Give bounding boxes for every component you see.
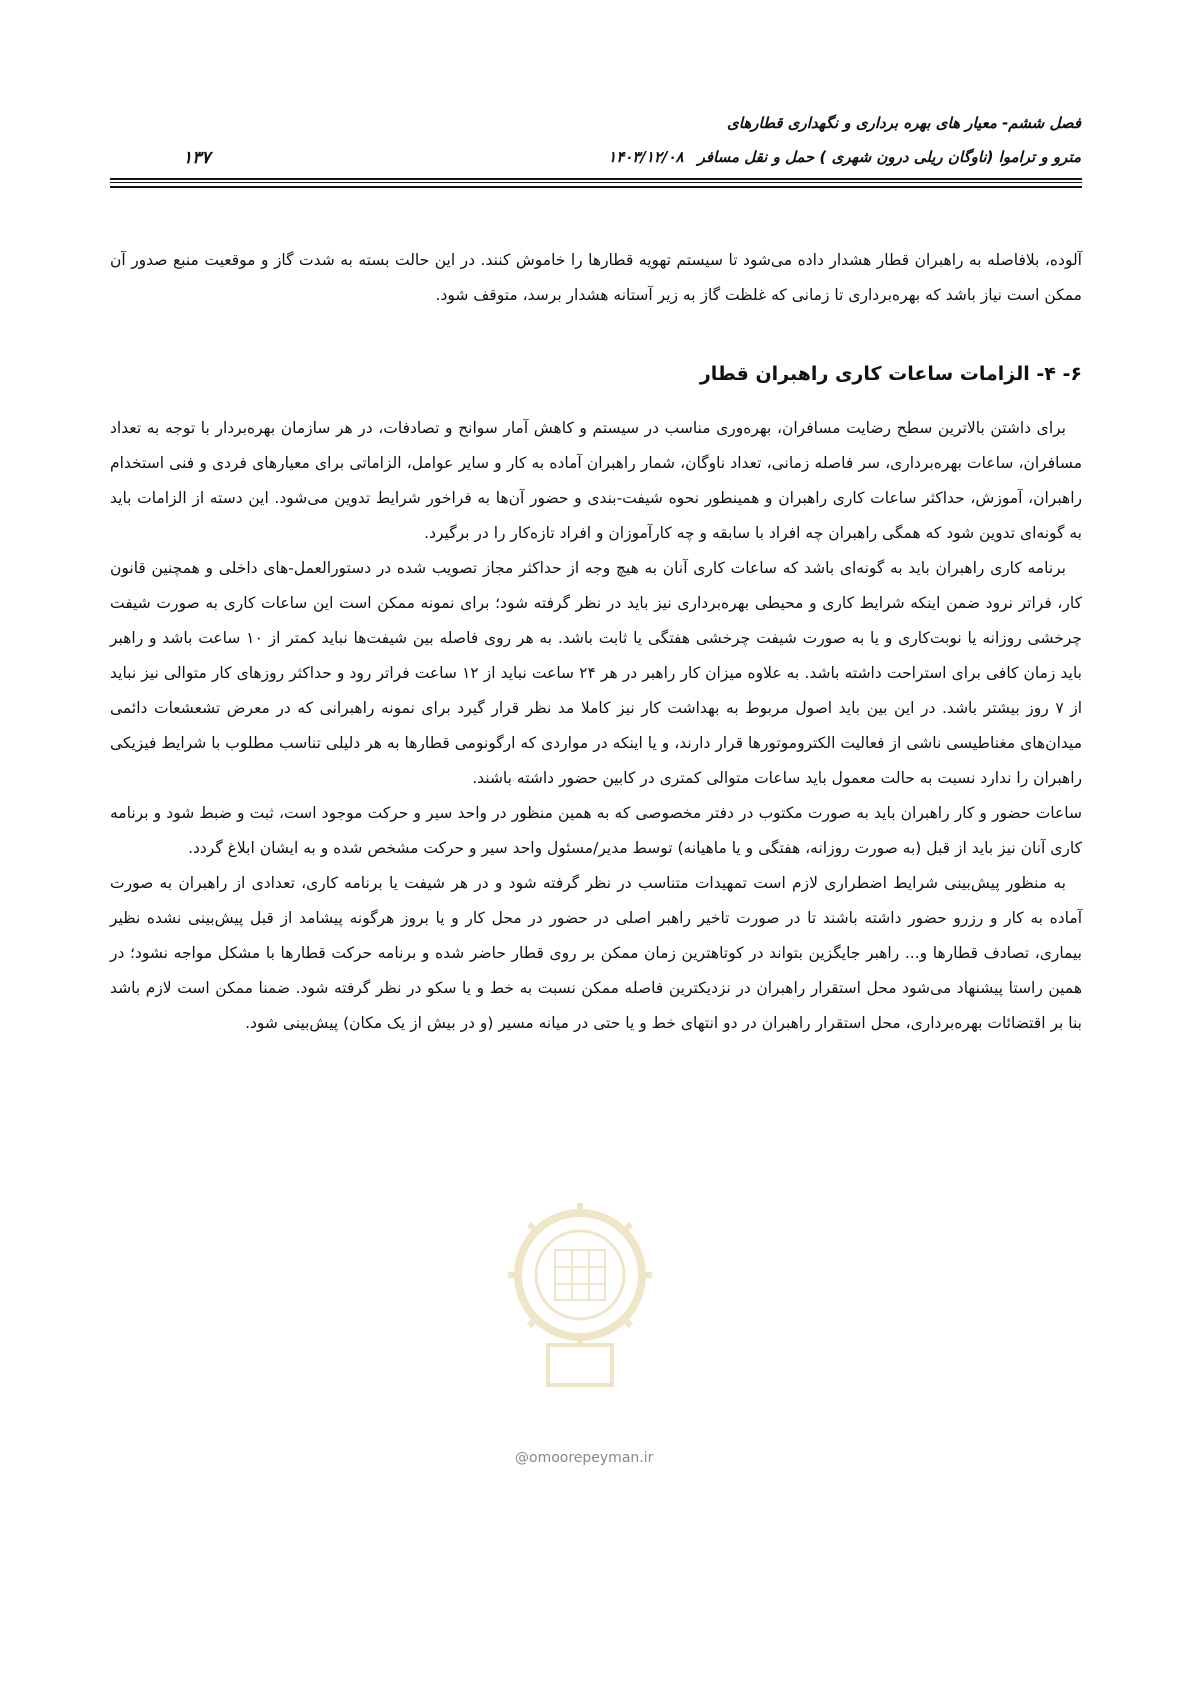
page-number: ۱۳۷ xyxy=(183,148,211,168)
header-subtitle-row xyxy=(608,148,1081,166)
header-rule xyxy=(110,178,1082,180)
body-text xyxy=(110,243,1082,1041)
header-rule xyxy=(110,186,1082,188)
paragraph: برنامه کاری راهبران باید به گونه‌ای باشد که ساعات کاری آنان به هیچ وجه از حداکثر مجاز تصویب شده در دستورالعمل-های داخلی و همچنین قانون کار، فراتر نرود ضمن اینکه شرایط کاری و محیطی بهره‌برداری نیز باید در نظر گرفته شود؛ برای نمونه ممکن است این ساعات کاری به صورت شیفت چرخشی روزانه یا نوبت‌کاری و یا به صورت شیفت چرخشی هفتگی یا ثابت باشد. به هر روی فاصله بین شیفت‌ها نباید کمتر از ۱۰ ساعت باشد و راهبر باید زمان کافی برای استراحت داشته باشد. به علاوه میزان کار راهبر در هر ۲۴ ساعت نباید از ۱۲ ساعت فراتر رود و حداکثر روزهای کار متوالی نیز نباید از ۷ روز بیشتر باشد. در این بین باید اصول مربوط به بهداشت کار نیز کاملا مد نظر قرار گیرد برای نمونه راهبرانی که در معرض تشعشعات دائمی میدان‌های مغناطیسی ناشی از فعالیت الکتروموتورها قرار دارند، و یا اینکه در مواردی که ارگونومی قطارها به هر دلیلی تناسب مطلوب با شرایط فیزیکی راهبران را ندارد نسبت به حالت معمول باید ساعات متوالی کمتری در کابین حضور داشته باشند. xyxy=(110,559,1083,787)
header-subtitle: مترو و تراموا (ناوگان ریلی درون شهری ) حمل و نقل مسافر xyxy=(697,148,1081,166)
header-date: ۱۴۰۳/۱۲/۰۸ xyxy=(608,148,684,166)
intro-paragraph: آلوده، بلافاصله به راهبران قطار هشدار داده می‌شود تا سیستم تهویه قطارها را خاموش کنند. در این حالت بسته به شدت گاز و موقعیت منبع صدور آن ممکن است نیاز باشد که بهره‌برداری تا زمانی که غلظت گاز به زیر آستانه هشدار برسد، متوقف شود. xyxy=(110,251,1082,304)
watermark-logo-icon xyxy=(500,1195,660,1395)
paragraph: برای داشتن بالاترین سطح رضایت مسافران، بهره‌وری مناسب در سیستم و کاهش آمار سوانح و تصادفات، در هر سازمان بهره‌بردار با توجه به تعداد مسافران، ساعات بهره‌برداری، سر فاصله زمانی، تعداد ناوگان، شمار راهبران آماده به کار و سایر عوامل، الزاماتی برای معیارهای فردی و فنی استخدام راهبران، آموزش، حداکثر ساعات کاری راهبران و همینطور نحوه شیفت-بندی و حضور آن‌ها به فراخور شرایط تدوین می‌شود. این دسته از الزامات باید به گونه‌ای تدوین شود که همگی راهبران چه افراد با سابقه و چه کارآموزان و افراد تازه‌کار را در برگیرد. xyxy=(110,419,1082,542)
section-heading: ۶- ۴- الزامات ساعات کاری راهبران قطار xyxy=(699,363,1082,385)
chapter-title: فصل ششم- معیار های بهره برداری و نگهداری قطارهای xyxy=(727,114,1081,132)
paragraph: ساعات حضور و کار راهبران باید به صورت مکتوب در دفتر مخصوصی که به همین منظور در واحد سیر و حرکت موجود است، ثبت و ضبط شود و برنامه کاری آنان نیز باید از قبل (به صورت روزانه، هفتگی و یا ماهیانه) توسط مدیر/مسئول واحد سیر و حرکت مشخص شده و به ایشان ابلاغ گردد. xyxy=(110,804,1082,857)
header-rule xyxy=(110,182,1082,183)
watermark-site: @omoorepeyman.ir xyxy=(515,1450,654,1466)
paragraph: به منظور پیش‌بینی شرایط اضطراری لازم است تمهیدات متناسب در نظر گرفته شود و در هر شیفت یا برنامه کاری، تعدادی از راهبران به صورت آماده به کار و رزرو حضور داشته باشند تا در صورت تاخیر راهبر اصلی در حضور در محل کار و یا بروز هرگونه پیشامد از قبل پیش‌بینی نشده نظیر بیماری، تصادف قطارها و... راهبر جایگزین بتواند در کوتاهترین زمان ممکن بر روی قطار حاضر شده و برنامه حرکت قطارها با مشکل مواجه نشود؛ در همین راستا پیشنهاد می‌شود محل استقرار راهبران در نزدیکترین فاصله ممکن نسبت به خط و یا سکو در نظر گرفته شود. ضمنا ممکن است لازم باشد بنا بر اقتضائات بهره‌برداری، محل استقرار راهبران در دو انتهای خط و یا حتی در میانه مسیر (و در بیش از یک مکان) پیش‌بینی شود. xyxy=(110,874,1082,1032)
